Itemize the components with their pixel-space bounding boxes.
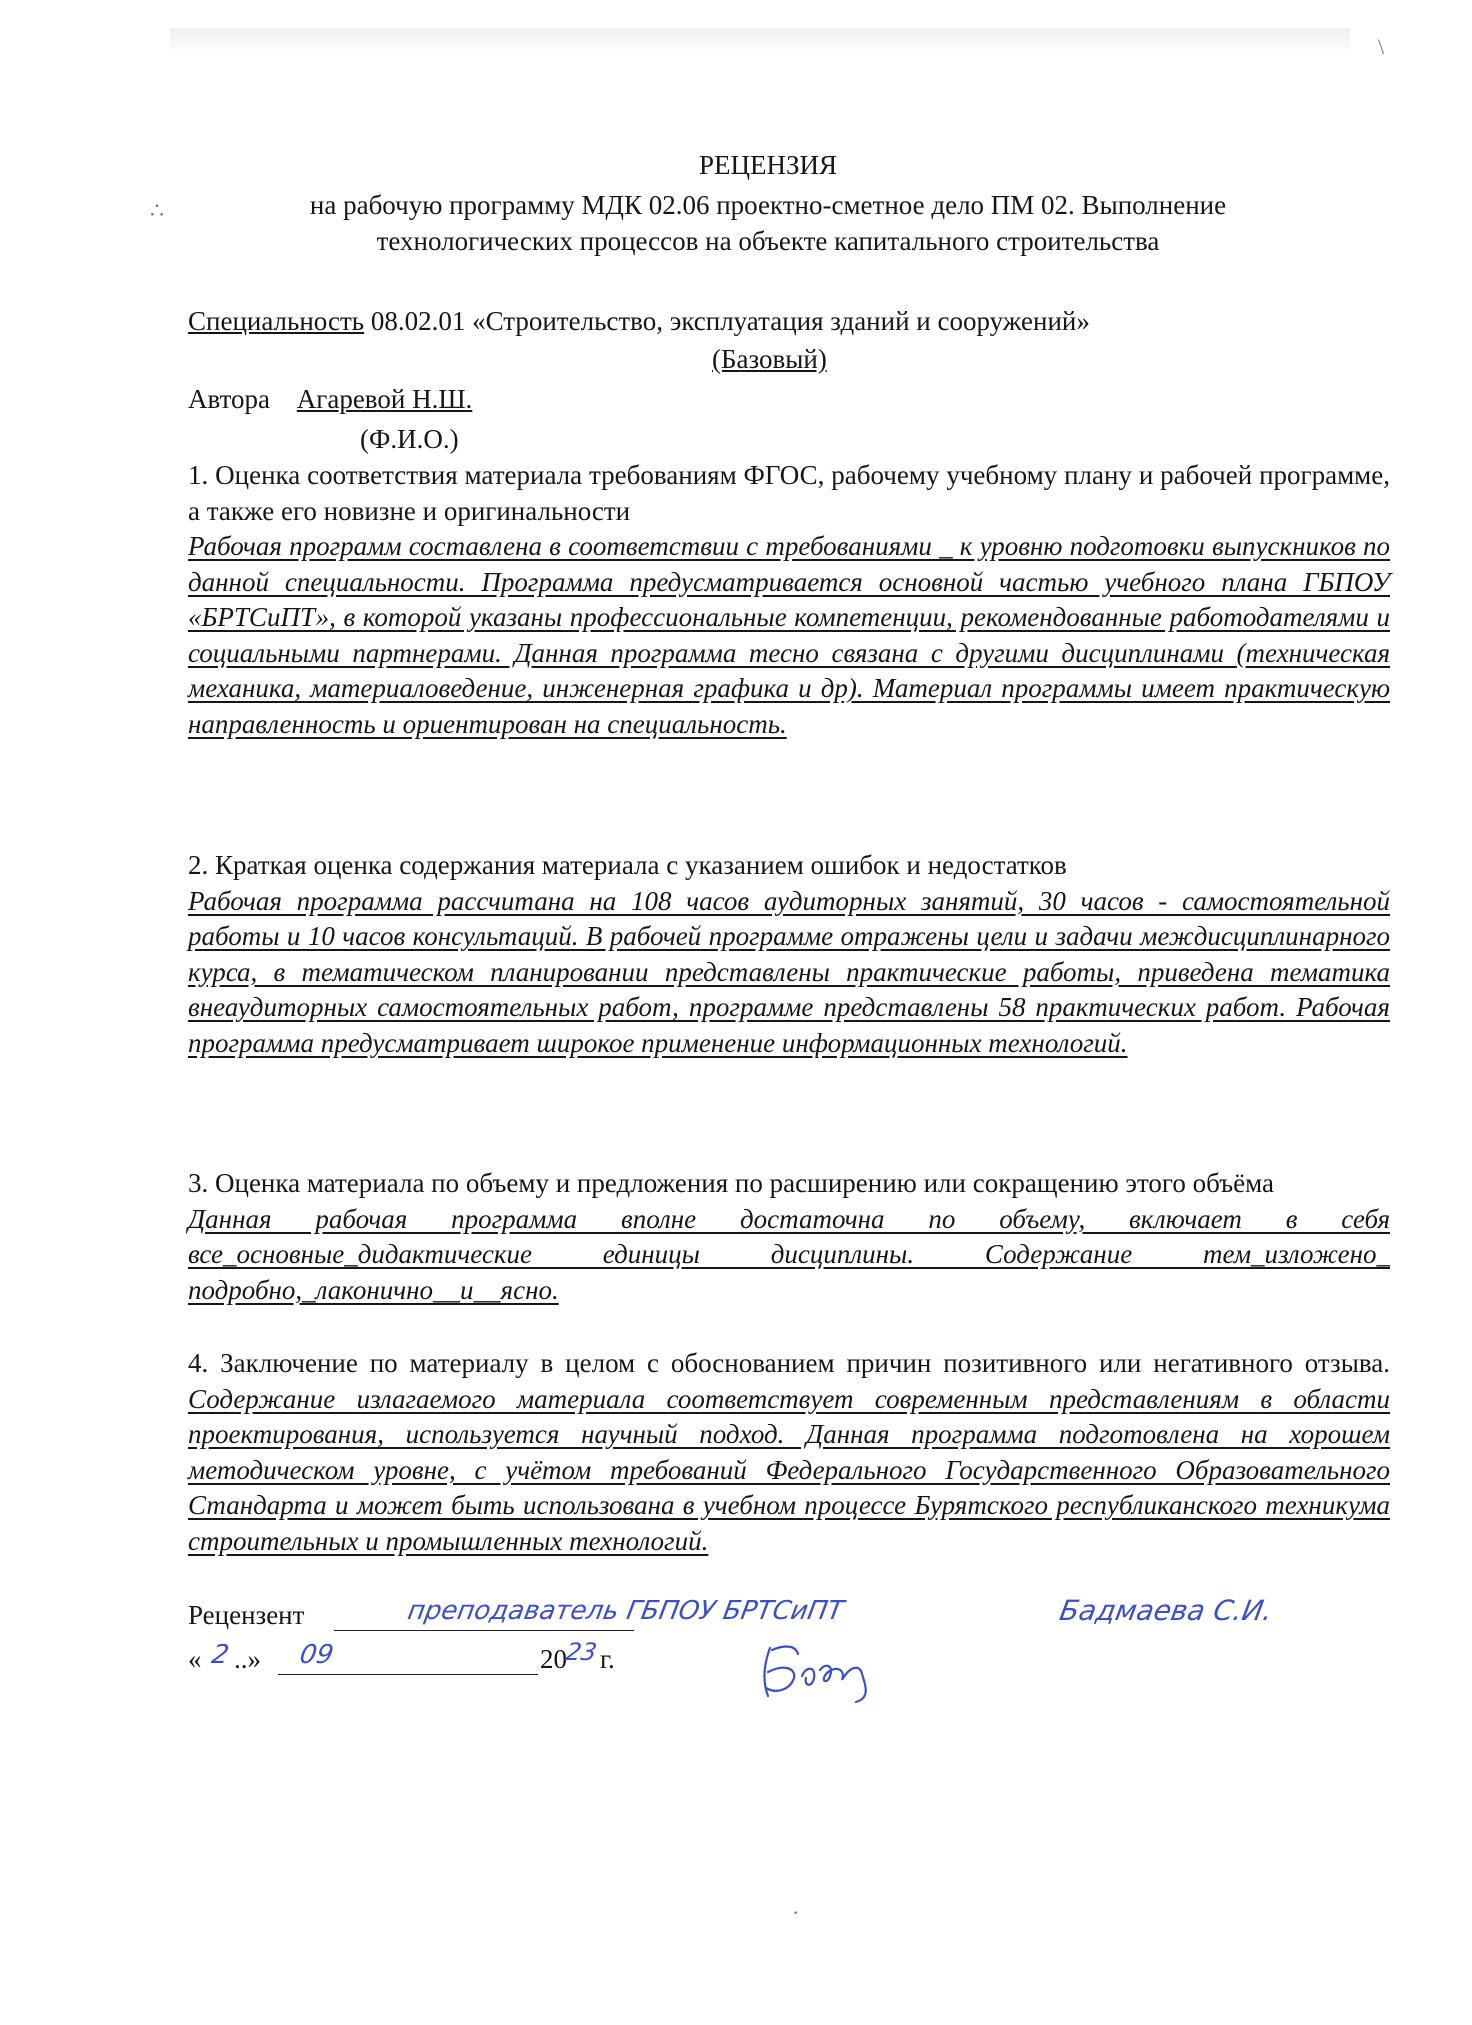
section-answer: Данная рабочая программа вполне достаточна по объему, включает в себя все_основные_дидактические единицы дисциплины. Содержание тем_изложено_ подробно,_лаконично__и__ясно. <box>188 1203 1390 1305</box>
date-day: 2 <box>209 1640 232 1670</box>
document-subtitle: технологических процессов на объекте капитального строительства <box>376 226 1160 256</box>
date-year: 23 <box>563 1638 600 1666</box>
date-open: « <box>188 1644 202 1674</box>
date-close: ..» <box>234 1644 261 1674</box>
section-answer: Содержание излагаемого материала соответствует современным представлениям в области проектирования, используется научный подход. Данная программа подготовлена на хорошем методическом уровне, с учётом требований Федерального Государственного Образовательного Стандарта и может быть использована в учебном процессе Бурятского республиканского техникума строительных и промышленных технологий. <box>188 1383 1390 1556</box>
date-month: 09 <box>297 1640 336 1670</box>
section-answer: Рабочая программа рассчитана на 108 часов аудиторных занятий, 30 часов - самостоятельной работы и 10 часов консультаций. В рабочей программе отражены цели и задачи междисциплинарного курса, в тематическом планировании представлены практические работы, приведена тематика внеаудиторных самостоятельных работ, программе представлены 58 практических работ. Рабочая программа предусматривает широкое применение информационных технологий. <box>188 885 1390 1058</box>
author-label: Автора <box>188 384 271 414</box>
specialty-label: Специальность <box>188 306 365 336</box>
specialty-value: 08.02.01 «Строительство, эксплуатация зданий и сооружений» <box>370 306 1090 336</box>
signature-image <box>750 1636 900 1708</box>
reviewer-name: Бадмаева С.И. <box>1057 1594 1276 1627</box>
specialty-line <box>188 306 1090 337</box>
specialty-level: (Базовый) <box>712 344 827 374</box>
section-4 <box>188 1346 1390 1559</box>
date-year-suffix: г. <box>600 1644 615 1674</box>
scan-speck: \ <box>1378 34 1385 59</box>
document-subtitle: на рабочую программу МДК 02.06 проектно-сметное дело ПМ 02. Выполнение <box>309 190 1227 220</box>
author-line <box>188 384 472 415</box>
section-2 <box>188 848 1390 1061</box>
date-year-prefix: 20 <box>540 1644 567 1674</box>
author-caption: (Ф.И.О.) <box>360 424 459 454</box>
reviewer-position: преподаватель ГБПОУ БРТСиПТ <box>405 1596 846 1626</box>
section-3 <box>188 1166 1390 1308</box>
reviewer-label: Рецензент <box>188 1600 305 1630</box>
document-title: РЕЦЕНЗИЯ <box>698 150 838 180</box>
author-name: Агаревой Н.Ш. <box>296 384 473 414</box>
scan-speck: ∴ <box>150 198 164 223</box>
reviewer-underline <box>334 1630 634 1631</box>
section-question: 1. Оценка соответствия материала требованиям ФГОС, рабочему учебному плану и рабочей программе, а также его новизне и оригинальности <box>188 460 1390 526</box>
scan-shadow <box>170 28 1350 54</box>
section-answer: Рабочая программ составлена в соответствии с требованиями _ к уровню подготовки выпускников по данной специальности. Программа предусматривается основной частью учебного плана ГБПОУ «БРТСиПТ», в которой указаны профессиональные компетенции, рекомендованные работодателями и социальными партнерами. Данная программа тесно связана с другими дисциплинами (техническая механика, материаловедение, инженерная графика и др). Материал программы имеет практическую направленность и ориентирован на специальность. <box>188 531 1390 739</box>
section-question: 3. Оценка материала по объему и предложения по расширению или сокращению этого объёма <box>188 1168 1274 1198</box>
section-question: 2. Краткая оценка содержания материала с указанием ошибок и недостатков <box>188 850 1067 880</box>
section-1 <box>188 458 1390 742</box>
section-question: 4. Заключение по материалу в целом с обоснованием причин позитивного или негативного отзыва. <box>188 1348 1390 1378</box>
scan-speck: · <box>792 1900 800 1925</box>
date-underline <box>278 1674 538 1675</box>
